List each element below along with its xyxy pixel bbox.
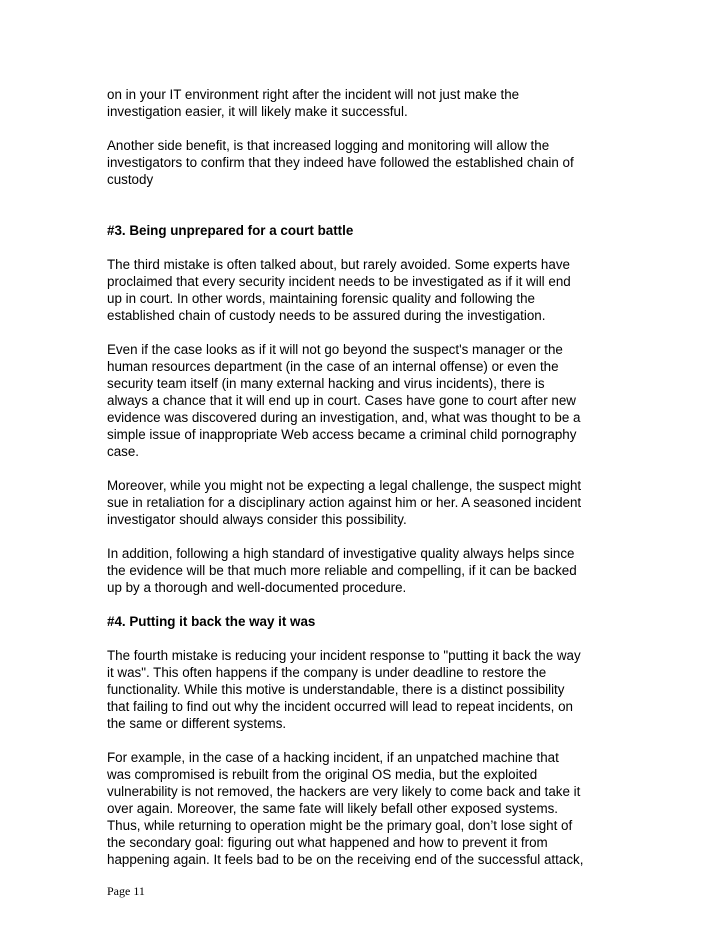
paragraph-hacking-example: For example, in the case of a hacking incident, if an unpatched machine that was compromised is rebuilt from the original OS media, but the exploited vulnerability is not removed, the hackers are very likely to come back and take it over again. Moreover, the same fate will likely befall other exposed systems. Thus, while returning to operation might be the primary goal, don’t lose sight of the secondary goal: figuring out what happened and how to prevent it from happening again. It feels bad to be on the receiving end of the successful attack,	[107, 750, 584, 867]
section-heading-3: #3. Being unprepared for a court battle	[107, 223, 354, 238]
paragraph-side-benefit: Another side benefit, is that increased logging and monitoring will allow the investigators to confirm that they indeed have followed the established chain of custody	[107, 138, 574, 187]
page-body	[107, 86, 627, 885]
paragraph-court-case-example: Even if the case looks as if it will not go beyond the suspect's manager or the human resources department (in the case of an internal offense) or even the security team itself (in many external hacking and virus incidents), there is always a chance that it will end up in court. Cases have gone to court after new evidence was discovered during an investigation, and, what was thought to be a simple issue of inappropriate Web access became a criminal child pornography case.	[107, 342, 581, 459]
paragraph-legal-challenge: Moreover, while you might not be expecting a legal challenge, the suspect might sue in retaliation for a disciplinary action against him or her. A seasoned incident investigator should always consider this possibility.	[107, 478, 582, 527]
paragraph-fourth-mistake: The fourth mistake is reducing your incident response to "putting it back the way it was". This often happens if the company is under deadline to restore the functionality. While this motive is understandable, there is a distinct possibility that failing to find out why the incident occurred will lead to repeat incidents, on the same or different systems.	[107, 648, 581, 731]
paragraph-investigative-quality: In addition, following a high standard of investigative quality always helps since the evidence will be that much more reliable and compelling, if it can be backed up by a thorough and well-documented procedure.	[107, 546, 577, 595]
section-heading-4: #4. Putting it back the way it was	[107, 614, 316, 629]
page-number-footer: Page 11	[107, 884, 145, 898]
paragraph-logging-intro: on in your IT environment right after the incident will not just make the investigation easier, it will likely make it successful.	[107, 87, 520, 119]
paragraph-third-mistake: The third mistake is often talked about, but rarely avoided. Some experts have proclaimed that every security incident needs to be investigated as if it will end up in court. In other words, maintaining forensic quality and following the established chain of custody needs to be assured during the investigation.	[107, 257, 571, 323]
